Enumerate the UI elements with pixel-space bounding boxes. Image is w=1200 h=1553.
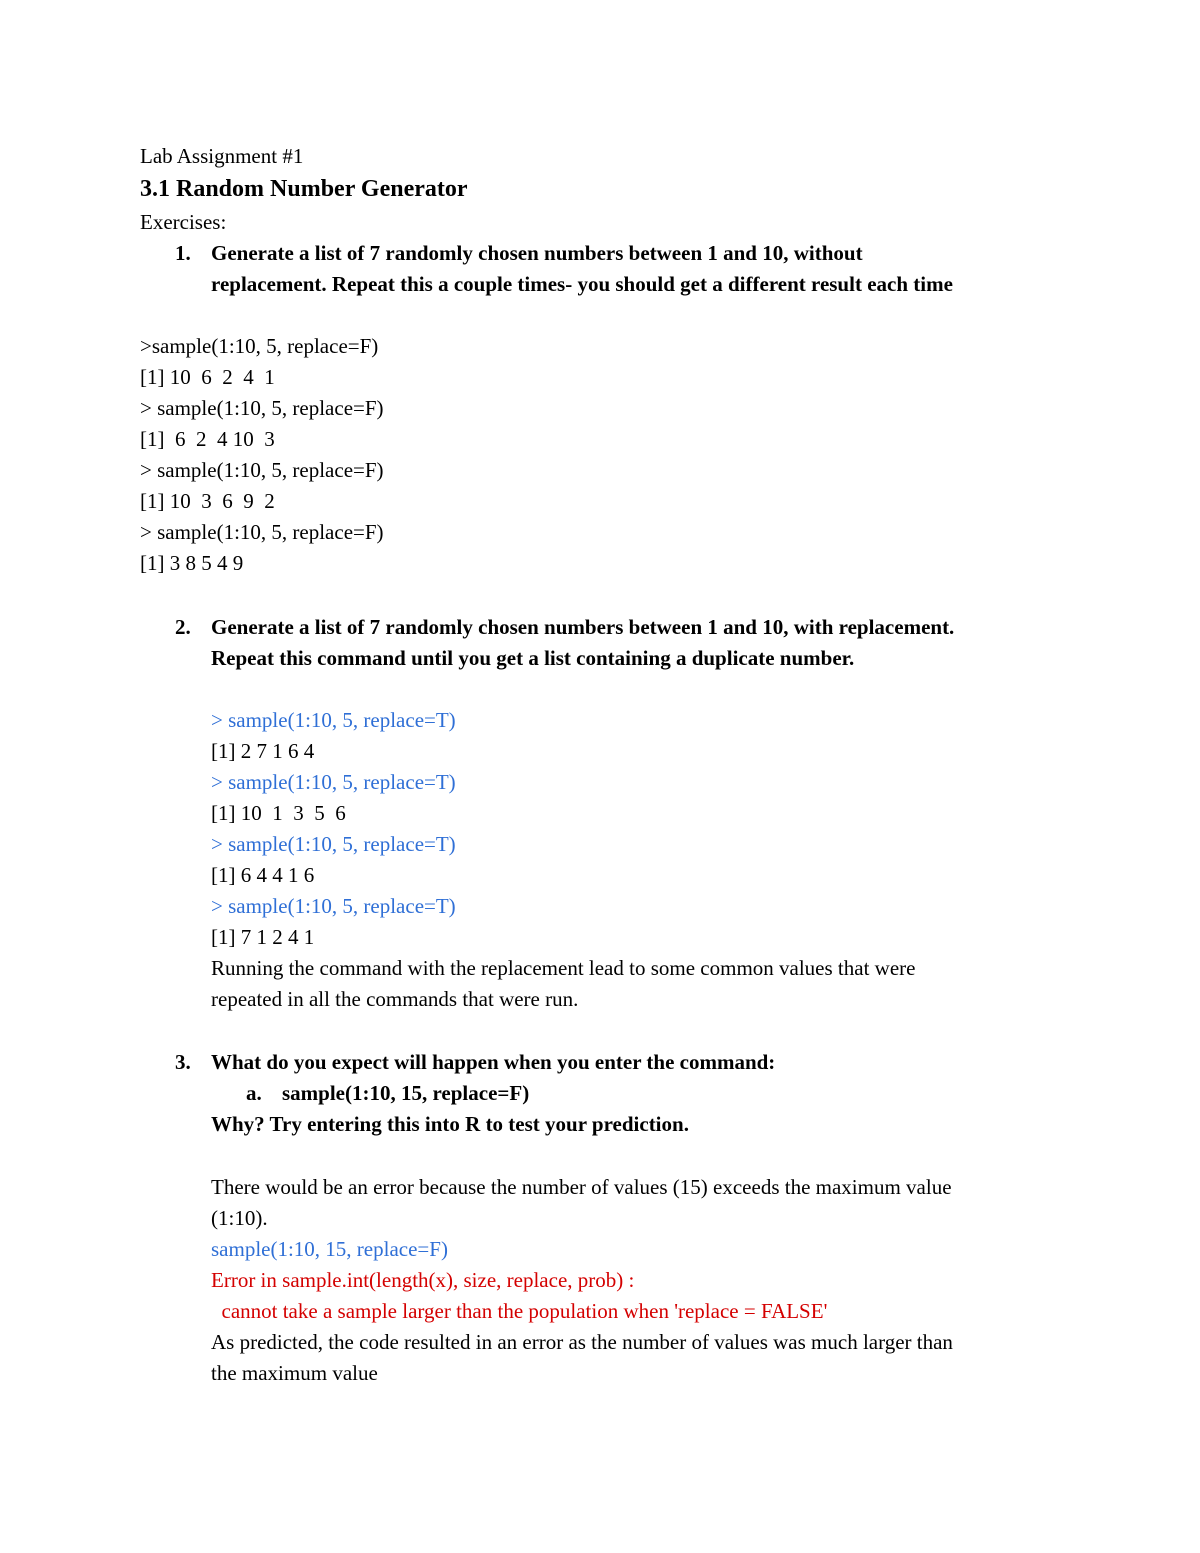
q2-text-line1: Generate a list of 7 randomly chosen numbers between 1 and 10, with replacement. (211, 615, 955, 639)
q3-number: 3. (175, 1050, 191, 1074)
doc-title: Lab Assignment #1 (140, 144, 304, 168)
q2-code-line: > sample(1:10, 5, replace=T) (211, 770, 456, 794)
q1-output-line: [1] 10 6 2 4 1 (140, 365, 275, 389)
q3-conclusion-line1: As predicted, the code resulted in an error as the number of values was much larger than (211, 1330, 953, 1354)
q3-conclusion-line2: the maximum value (211, 1361, 378, 1385)
q3-answer-line2: (1:10). (211, 1206, 268, 1230)
q2-answer-line2: repeated in all the commands that were run. (211, 987, 579, 1011)
q3-error-line2: cannot take a sample larger than the population when 'replace = FALSE' (211, 1299, 828, 1323)
exercises-label: Exercises: (140, 210, 227, 234)
q2-code-line: > sample(1:10, 5, replace=T) (211, 708, 456, 732)
q3-sub-command: sample(1:10, 15, replace=F) (282, 1081, 530, 1105)
q1-code-line: > sample(1:10, 5, replace=F) (140, 520, 384, 544)
q2-code-line: > sample(1:10, 5, replace=T) (211, 894, 456, 918)
q3-text-line1: What do you expect will happen when you enter the command: (211, 1050, 776, 1074)
q2-number: 2. (175, 615, 191, 639)
q3-error-line1: Error in sample.int(length(x), size, replace, prob) : (211, 1268, 635, 1292)
q2-code-line: > sample(1:10, 5, replace=T) (211, 832, 456, 856)
q1-code-line: >sample(1:10, 5, replace=F) (140, 334, 379, 358)
q2-answer-line1: Running the command with the replacement lead to some common values that were (211, 956, 916, 980)
q2-output-line: [1] 10 1 3 5 6 (211, 801, 346, 825)
q3-answer-line1: There would be an error because the number of values (15) exceeds the maximum value (211, 1175, 952, 1199)
q3-sub-number: a. (246, 1081, 262, 1105)
q1-output-line: [1] 10 3 6 9 2 (140, 489, 275, 513)
q1-code-line: > sample(1:10, 5, replace=F) (140, 458, 384, 482)
q1-code-line: > sample(1:10, 5, replace=F) (140, 396, 384, 420)
q1-output-line: [1] 3 8 5 4 9 (140, 551, 244, 575)
q1-text-line1: Generate a list of 7 randomly chosen numbers between 1 and 10, without (211, 241, 863, 265)
q1-text-line2: replacement. Repeat this a couple times- you should get a different result each time (211, 272, 953, 296)
q2-output-line: [1] 6 4 4 1 6 (211, 863, 315, 887)
q2-text-line2: Repeat this command until you get a list containing a duplicate number. (211, 646, 855, 670)
q3-code-line: sample(1:10, 15, replace=F) (211, 1237, 448, 1261)
q2-output-line: [1] 2 7 1 6 4 (211, 739, 315, 763)
q1-number: 1. (175, 241, 191, 265)
section-heading: 3.1 Random Number Generator (140, 176, 468, 202)
q3-text-line3: Why? Try entering this into R to test your prediction. (211, 1112, 689, 1136)
q2-output-line: [1] 7 1 2 4 1 (211, 925, 315, 949)
q1-output-line: [1] 6 2 4 10 3 (140, 427, 275, 451)
